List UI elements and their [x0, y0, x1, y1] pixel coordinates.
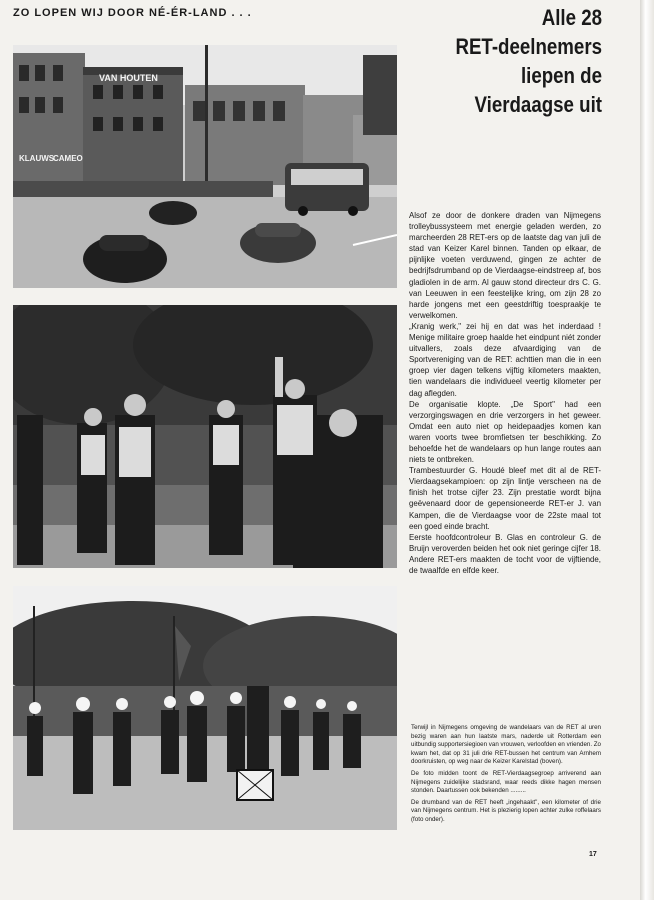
photo-street-scene [13, 45, 397, 288]
photo-marching-group [13, 305, 397, 568]
headline-line: liepen de [520, 63, 602, 88]
street-scene-image [13, 45, 397, 288]
sign-klauws: KLAUWS [19, 154, 55, 163]
marching-group-image [13, 305, 397, 568]
sign-cameo: CAMEO [53, 154, 83, 163]
article-paragraph: „Kranig werk," zei hij en dat was het inderdaad ! Menige militaire groep haalde het eindpunt niét zonder uitvallers, zoals deze afvaardiging van de Sportvereniging van de RET: achttien man die in een groep vier dagen telkens vijftig kilometers maakten, tien wandelaars die individueel veertig kilometer per dag aflegden. [409, 321, 601, 398]
article-paragraph: Alsof ze door de donkere draden van Nijmegens trolleybussysteem met energie geladen werden, zo marcheerden 28 RET-ers op de laatste dag van juli de stad van Keizer Karel binnen. Tanden op elkaar, de pijnlijke voeten verduwend, gingen ze achter de bedrijfsdrumband op de Vierdaagse-eindstreep af, bos gladiolen in de arm. Al gauw stond directeur drs C. G. van Leeuwen in een feestelijke kring, om zijn 28 zo harde jongens met een geestdriftig toespraakje te verwelkomen. [409, 211, 601, 320]
headline-line: RET-deelnemers [455, 34, 602, 59]
section-title: ZO LOPEN WIJ DOOR NÉ-ÉR-LAND . . . [13, 7, 252, 19]
article-paragraph: Trambestuurder G. Houdé bleef met dit al de RET-Vierdaagsekampioen: op zijn lintje verscheen na de finish het trotse cijfer 23. Zijn prestatie wordt bijna geëvenaard door de gepensioneerde RET-er J. van Kampen, die de Vierdaagse voor de 22ste maal tot een goed einde bracht. [409, 466, 601, 531]
headline-line: Alle 28 [541, 5, 602, 30]
article-body [409, 210, 601, 576]
article-paragraph: Eerste hoofdcontroleur B. Glas en controleur G. de Bruijn veroverden beiden het ook niet geringe cijfer 18. Andere RET-ers maakten de tocht voor de vijftiende, de twaalfde en elfde keer. [409, 532, 601, 575]
sign-van-houten: VAN HOUTEN [99, 73, 158, 83]
article-paragraph: De organisatie klopte. „De Sport" had een verzorgingswagen en drie verzorgers in het geweer. Omdat een auto niet op heidepaadjes komen kan waren voorts twee bromfietsen ter beschikking. Zo behoefde het de wandelaars op hun lange routes aan niets te ontbreken. [409, 399, 601, 465]
photo-captions [411, 724, 601, 828]
caption-top-photo: Terwijl in Nijmegens omgeving de wandelaars van de RET al uren bezig waren aan hun laatste mars, naderde uit Rotterdam een uitbundig supportersiegioen van vrouwen, verloofden en vrienden. Zo kwam het, dat op 31 juli drie RET-bussen het centrum van Arnhem doorkruisten, op weg naar de Keizer Karelstad (boven). [411, 724, 601, 766]
page-number: 17 [589, 851, 597, 858]
caption-bottom-photo: De drumband van de RET heeft „ingehaakt", een kilometer of drie van Nijmegens centrum. Het is plezierig lopen achter zulke roffelaars (foto onder). [411, 798, 601, 823]
caption-middle-photo: De foto midden toont de RET-Vierdaagsegroep arriverend aan Nijmegens zuidelijke stadsrand, waar reeds dikke hagen mensen stonden. Daartussen ook bekenden ......... [411, 769, 601, 795]
headline [432, 3, 602, 119]
drum-band-image [13, 586, 397, 830]
page-edge [640, 0, 654, 900]
headline-line: Vierdaagse uit [474, 92, 602, 117]
photo-drum-band [13, 586, 397, 830]
